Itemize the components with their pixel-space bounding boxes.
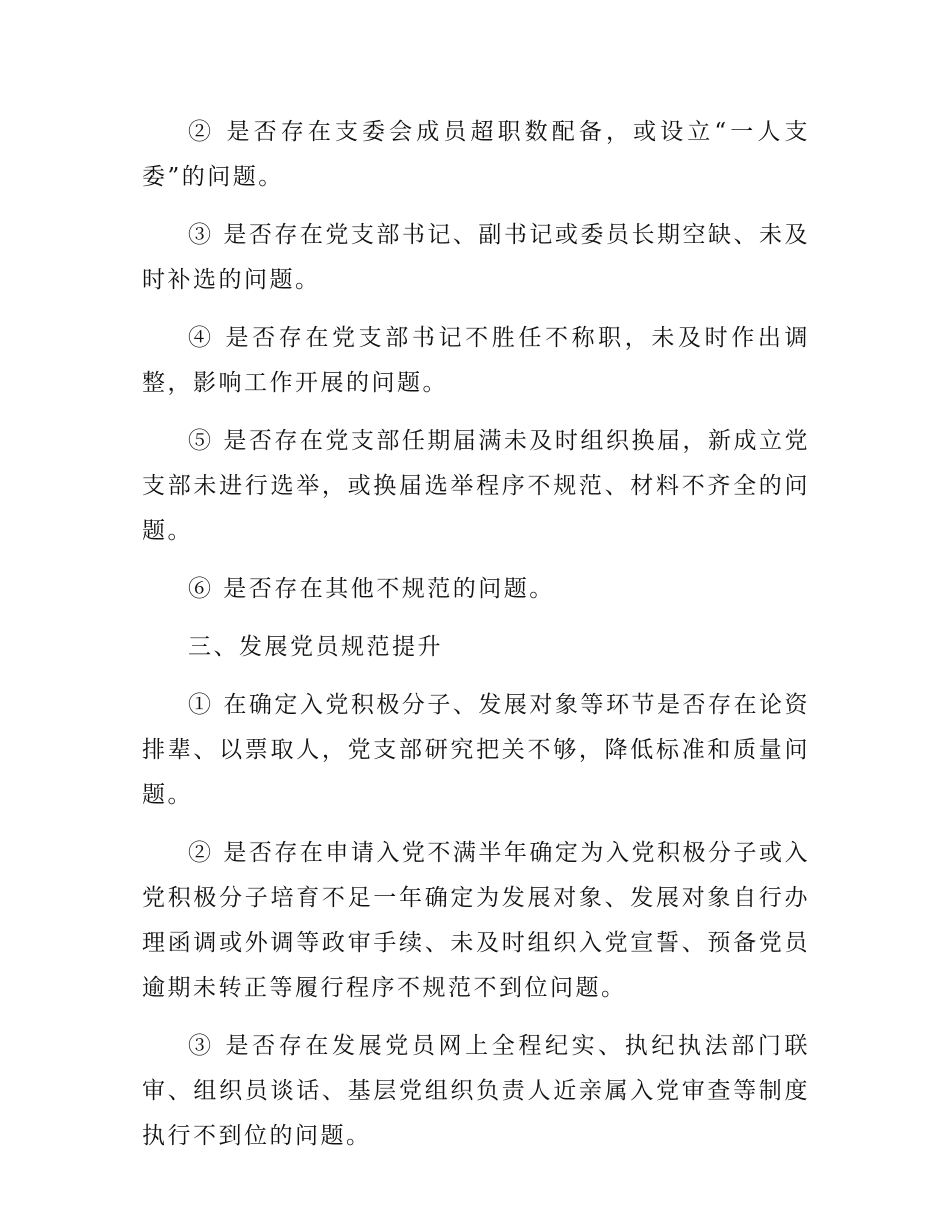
paragraph-6-other-issues: ⑥ 是否存在其他不规范的问题。 bbox=[188, 576, 555, 602]
paragraph-1-activist-selection: ① 在确定入党积极分子、发展对象等环节是否存在论资排辈、以票取人，党支部研究把关不够，降低标准和质量问题。 bbox=[142, 692, 810, 808]
paragraph-2-committee-size: ② 是否存在支委会成员超职数配备，或设立“一人支委”的问题。 bbox=[142, 119, 810, 190]
paragraph-3-system-execution: ③ 是否存在发展党员网上全程纪实、执纪执法部门联审、组织员谈话、基层党组织负责人近亲属入党审查等制度执行不到位的问题。 bbox=[142, 1033, 810, 1149]
paragraph-3-vacancy: ③ 是否存在党支部书记、副书记或委员长期空缺、未及时补选的问题。 bbox=[142, 222, 810, 293]
section-heading-three: 三、发展党员规范提升 bbox=[188, 634, 443, 660]
document-page bbox=[142, 110, 810, 1172]
paragraph-2-procedure: ② 是否存在申请入党不满半年确定为入党积极分子或入党积极分子培育不足一年确定为发展对象、发展对象自行办理函调或外调等政审手续、未及时组织入党宣誓、预备党员逾期未转正等履行程序不规范不到位问题。 bbox=[142, 840, 810, 1001]
paragraph-4-secretary-competence: ④ 是否存在党支部书记不胜任不称职，未及时作出调整，影响工作开展的问题。 bbox=[142, 325, 810, 396]
paragraph-5-term-election: ⑤ 是否存在党支部任期届满未及时组织换届，新成立党支部未进行选举，或换届选举程序不规范、材料不齐全的问题。 bbox=[142, 428, 810, 544]
